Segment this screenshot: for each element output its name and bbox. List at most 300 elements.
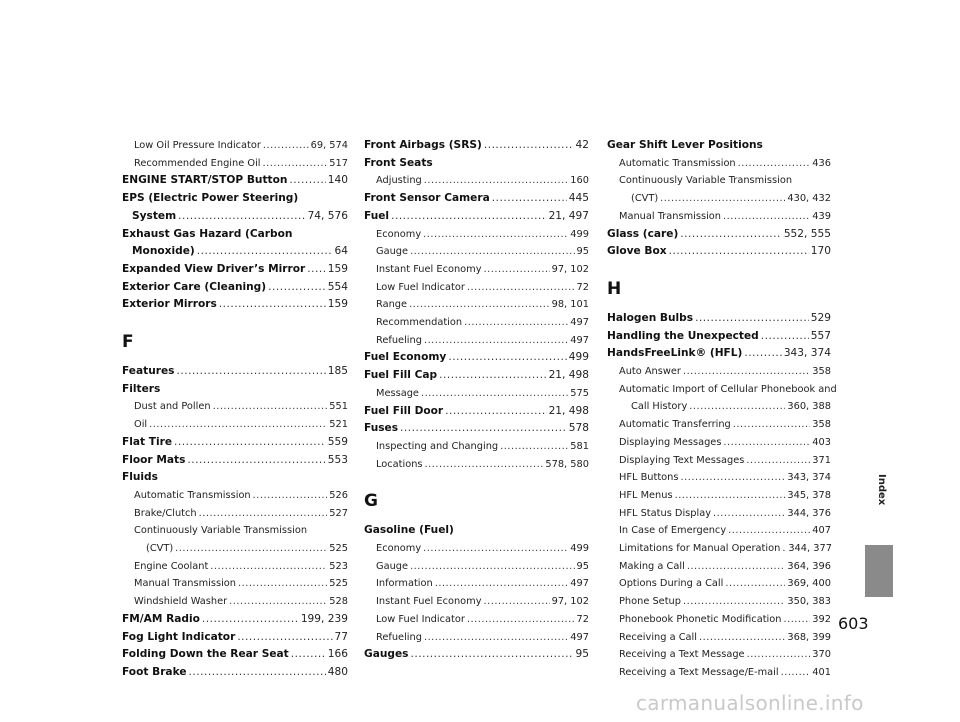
entry-label: Fuel <box>364 209 390 222</box>
entry-label: Exterior Mirrors <box>122 298 217 311</box>
index-entry <box>607 310 831 328</box>
entry-pages: 343, 374 <box>783 347 831 360</box>
entry-pages: 439 <box>812 210 831 222</box>
entry-label: HFL Buttons <box>619 472 679 484</box>
entry-label: Brake/Clutch <box>134 507 197 519</box>
index-entry <box>364 540 589 558</box>
index-heading: Front Seats <box>364 156 433 169</box>
index-column-3 <box>607 137 837 682</box>
dot-leader <box>424 172 569 190</box>
dot-leader <box>424 629 568 647</box>
entry-pages: 581 <box>570 440 589 452</box>
entry-pages: 97, 102 <box>551 263 589 275</box>
entry-pages: 199, 239 <box>300 612 348 625</box>
entry-label: (CVT) <box>631 193 659 205</box>
dot-leader <box>681 469 786 487</box>
index-side-tab-label: Index <box>876 474 887 506</box>
entry-pages: 358 <box>812 419 831 431</box>
index-entry <box>607 611 831 629</box>
entry-pages: 480 <box>327 665 348 678</box>
entry-label: Manual Transmission <box>134 578 237 590</box>
index-column-1 <box>122 137 348 682</box>
entry-label: Windshield Washer <box>134 596 228 608</box>
entry-label: Refueling <box>376 334 422 346</box>
index-entry <box>364 420 589 438</box>
index-entry <box>364 367 589 385</box>
entry-label: Gauge <box>376 560 409 572</box>
section-letter-f: F <box>122 332 134 353</box>
index-entry <box>364 314 589 332</box>
section-letter-g: G <box>364 491 378 512</box>
entry-pages: 72 <box>576 613 589 625</box>
index-entry <box>607 398 831 416</box>
index-heading: Fluids <box>122 471 158 484</box>
entry-label: Making a Call <box>619 560 685 572</box>
index-entry <box>122 575 348 593</box>
index-entry <box>364 349 589 367</box>
entry-pages: 166 <box>327 648 348 661</box>
entry-pages: 517 <box>329 157 348 169</box>
entry-label: Expanded View Driver’s Mirror <box>122 262 306 275</box>
dot-leader <box>728 522 810 540</box>
entry-pages: 345, 378 <box>787 489 831 501</box>
entry-label: Engine Coolant <box>134 560 209 572</box>
dot-leader <box>219 296 326 314</box>
entry-label: Gauge <box>376 246 409 258</box>
entry-label: Fuel Economy <box>364 351 447 364</box>
entry-label: Options During a Call <box>619 578 724 590</box>
dot-leader <box>421 385 568 403</box>
entry-pages: 69, 574 <box>310 140 348 151</box>
index-entry <box>364 611 589 629</box>
entry-pages: 499 <box>568 351 589 364</box>
index-heading: Gasoline (Fuel) <box>364 524 454 537</box>
entry-pages: 497 <box>570 334 589 346</box>
entry-pages: 392 <box>812 613 831 625</box>
entry-pages: 551 <box>329 401 348 413</box>
entry-label: Dust and Pollen <box>134 401 211 413</box>
entry-label: Low Fuel Indicator <box>376 613 465 625</box>
dot-leader <box>176 363 325 381</box>
entry-pages: 557 <box>810 329 831 342</box>
entry-label: Automatic Transmission <box>134 489 251 501</box>
entry-pages: 21, 498 <box>548 369 589 382</box>
dot-leader <box>187 452 325 470</box>
dot-leader <box>747 646 811 664</box>
entry-label: Folding Down the Rear Seat <box>122 648 289 661</box>
entry-label: Economy <box>376 543 422 555</box>
entry-pages: 497 <box>570 317 589 329</box>
entry-label: Auto Answer <box>619 366 681 378</box>
index-heading: Exhaust Gas Hazard (Carbon <box>122 227 293 240</box>
dot-leader <box>424 332 568 350</box>
index-entry <box>122 664 348 682</box>
index-column-2 <box>364 137 589 664</box>
dot-leader <box>660 190 785 208</box>
dot-leader <box>291 646 326 664</box>
entry-label: Information <box>376 578 433 590</box>
index-entry <box>122 398 348 416</box>
entry-label: Phonebook Phonetic Modification <box>619 613 782 625</box>
index-entry <box>122 522 348 540</box>
entry-pages: 98, 101 <box>551 299 589 311</box>
entry-label: Recommendation <box>376 317 463 329</box>
dot-leader <box>237 629 332 647</box>
index-entry <box>122 137 348 155</box>
entry-label: In Case of Emergency <box>619 525 727 537</box>
index-entry <box>607 434 831 452</box>
entry-label: Manual Transmission <box>619 210 722 222</box>
entry-label: Fog Light Indicator <box>122 630 236 643</box>
index-entry <box>607 190 831 208</box>
index-entry <box>607 208 831 226</box>
entry-label: Front Sensor Camera <box>364 192 490 205</box>
index-entry <box>364 629 589 647</box>
entry-label: Automatic Transferring <box>619 419 731 431</box>
index-entry <box>607 243 831 261</box>
entry-label: Range <box>376 299 408 311</box>
index-entry <box>122 434 348 452</box>
entry-pages: 499 <box>570 543 589 555</box>
index-entry <box>607 381 837 399</box>
dot-leader <box>197 243 333 261</box>
entry-label: Receiving a Text Message/E-mail <box>619 666 779 678</box>
dot-leader <box>439 367 546 385</box>
dot-leader <box>210 558 327 576</box>
index-entry <box>607 646 831 664</box>
entry-pages: 552, 555 <box>783 227 831 240</box>
index-entry <box>122 558 348 576</box>
entry-label: Locations <box>376 458 423 470</box>
entry-pages: 364, 396 <box>787 560 831 572</box>
entry-pages: 499 <box>570 228 589 240</box>
dot-leader <box>713 505 785 523</box>
dot-leader <box>675 487 786 505</box>
dot-leader <box>425 456 544 474</box>
dot-leader <box>699 629 785 647</box>
dot-leader <box>683 593 785 611</box>
entry-label: Recommended Engine Oil <box>134 157 261 169</box>
entry-pages: 344, 376 <box>787 507 831 519</box>
section-letter-h: H <box>607 278 622 299</box>
dot-leader <box>410 243 574 261</box>
index-entry <box>364 385 589 403</box>
index-entry <box>607 328 831 346</box>
entry-label: Exterior Care (Cleaning) <box>122 280 267 293</box>
index-entry <box>607 575 831 593</box>
entry-pages: 525 <box>329 543 348 555</box>
entry-pages: 497 <box>570 631 589 643</box>
entry-label: (CVT) <box>146 543 174 555</box>
entry-label: HFL Status Display <box>619 507 712 519</box>
entry-pages: 445 <box>568 192 589 205</box>
index-entry <box>122 243 348 261</box>
entry-pages: 553 <box>327 453 348 466</box>
index-entry <box>364 190 589 208</box>
dot-leader <box>467 611 575 629</box>
entry-pages: 77 <box>334 630 348 643</box>
dot-leader <box>695 310 809 328</box>
dot-leader <box>213 398 328 416</box>
entry-label: Limitations for Manual Operation <box>619 543 781 555</box>
dot-leader <box>202 611 299 629</box>
dot-leader <box>689 398 785 416</box>
entry-label: Receiving a Call <box>619 631 697 643</box>
entry-pages: 343, 374 <box>787 472 831 484</box>
entry-label: System <box>132 209 177 222</box>
index-entry <box>364 226 589 244</box>
entry-pages: 21, 497 <box>548 209 589 222</box>
dot-leader <box>189 664 326 682</box>
dot-leader <box>423 540 568 558</box>
entry-label: Instant Fuel Economy <box>376 596 482 608</box>
index-entry <box>122 505 348 523</box>
dot-leader <box>263 155 328 173</box>
dot-leader <box>500 438 568 456</box>
dot-leader <box>746 452 810 470</box>
entry-label: Fuses <box>364 422 399 435</box>
dot-leader <box>484 593 550 611</box>
dot-leader <box>410 558 574 576</box>
entry-pages: 64 <box>334 245 348 258</box>
dot-leader <box>174 434 326 452</box>
index-entry <box>364 438 589 456</box>
dot-leader <box>423 226 568 244</box>
entry-label: Receiving a Text Message <box>619 649 745 661</box>
dot-leader <box>263 137 309 155</box>
dot-leader <box>253 487 328 505</box>
entry-label: HandsFreeLink® (HFL) <box>607 347 743 360</box>
entry-label: ENGINE START/STOP Button <box>122 174 288 187</box>
entry-label: Monoxide) <box>132 245 195 258</box>
index-entry <box>122 416 348 434</box>
index-entry <box>122 155 348 173</box>
dot-leader <box>409 296 550 314</box>
dot-leader <box>400 420 567 438</box>
entry-pages: 578 <box>568 422 589 435</box>
entry-pages: 344, 377 <box>788 543 832 555</box>
entry-pages: 526 <box>329 489 348 501</box>
dot-leader <box>307 261 326 279</box>
index-entry <box>364 646 589 664</box>
index-entry <box>122 452 348 470</box>
dot-leader <box>783 611 810 629</box>
index-entry <box>364 575 589 593</box>
index-entry <box>607 363 831 381</box>
dot-leader <box>744 345 781 363</box>
index-entry <box>607 469 831 487</box>
index-entry <box>607 487 831 505</box>
index-entry <box>607 540 831 558</box>
entry-label: Glass (care) <box>607 227 679 240</box>
entry-pages: 521 <box>329 419 348 431</box>
entry-pages: 97, 102 <box>551 596 589 608</box>
index-entry <box>607 226 831 244</box>
entry-label: Economy <box>376 228 422 240</box>
entry-label: Automatic Import of Cellular Phonebook and <box>619 383 837 395</box>
dot-leader <box>484 261 550 279</box>
entry-pages: 185 <box>327 365 348 378</box>
entry-label: Floor Mats <box>122 453 186 466</box>
entry-label: Fuel Fill Cap <box>364 369 438 382</box>
dot-leader <box>445 403 546 421</box>
index-entry <box>607 155 831 173</box>
entry-label: Front Airbags (SRS) <box>364 139 482 151</box>
watermark: carmanualsonline.info <box>636 691 864 715</box>
dot-leader <box>175 540 327 558</box>
index-entry <box>122 363 348 381</box>
index-entry <box>607 522 831 540</box>
page-number: 603 <box>838 614 869 633</box>
entry-label: Adjusting <box>376 175 422 187</box>
index-entry <box>122 208 348 226</box>
entry-label: HFL Menus <box>619 489 673 501</box>
dot-leader <box>435 575 569 593</box>
dot-leader <box>467 279 575 297</box>
entry-pages: 436 <box>812 157 831 169</box>
entry-pages: 160 <box>570 175 589 187</box>
entry-pages: 95 <box>576 246 589 258</box>
entry-label: Foot Brake <box>122 665 187 678</box>
dot-leader <box>484 137 574 155</box>
entry-label: Continuously Variable Transmission <box>134 525 308 537</box>
entry-pages: 159 <box>327 262 348 275</box>
index-entry <box>607 505 831 523</box>
index-heading: EPS (Electric Power Steering) <box>122 192 299 205</box>
entry-pages: 370 <box>812 649 831 661</box>
index-entry <box>607 416 831 434</box>
entry-label: Low Fuel Indicator <box>376 281 465 293</box>
entry-pages: 371 <box>812 454 831 466</box>
index-entry <box>364 279 589 297</box>
entry-pages: 350, 383 <box>787 596 831 608</box>
entry-pages: 74, 576 <box>307 209 348 222</box>
index-entry <box>364 261 589 279</box>
entry-pages: 403 <box>812 436 831 448</box>
index-entry <box>122 593 348 611</box>
entry-pages: 95 <box>576 560 589 572</box>
index-heading: Gear Shift Lever Positions <box>607 139 763 151</box>
entry-label: Phone Setup <box>619 596 681 608</box>
dot-leader <box>391 208 546 226</box>
dot-leader <box>410 646 573 664</box>
dot-leader <box>268 279 326 297</box>
index-entry <box>607 593 831 611</box>
entry-pages: 529 <box>810 311 831 324</box>
index-entry <box>122 279 348 297</box>
entry-label: Instant Fuel Economy <box>376 263 482 275</box>
dot-leader <box>178 208 305 226</box>
entry-label: Glove Box <box>607 245 667 258</box>
entry-pages: 42 <box>575 139 589 151</box>
index-entry <box>364 296 589 314</box>
entry-pages: 360, 388 <box>787 401 831 413</box>
entry-pages: 430, 432 <box>787 193 831 205</box>
index-entry <box>122 172 348 190</box>
entry-pages: 554 <box>327 280 348 293</box>
dot-leader <box>723 208 810 226</box>
index-entry <box>607 345 831 363</box>
index-entry <box>122 540 348 558</box>
entry-label: Low Oil Pressure Indicator <box>134 140 261 151</box>
entry-label: Automatic Transmission <box>619 157 736 169</box>
index-entry <box>607 558 831 576</box>
entry-pages: 559 <box>327 435 348 448</box>
dot-leader <box>448 349 566 367</box>
entry-label: Handling the Unexpected <box>607 329 759 342</box>
index-entry <box>607 664 831 682</box>
entry-pages: 578, 580 <box>545 458 589 470</box>
dot-leader <box>733 416 811 434</box>
dot-leader <box>781 664 811 682</box>
entry-label: Gauges <box>364 648 409 661</box>
entry-pages: 170 <box>810 245 831 258</box>
entry-label: Flat Tire <box>122 435 173 448</box>
index-entry <box>122 611 348 629</box>
entry-pages: 21, 498 <box>548 404 589 417</box>
entry-label: Displaying Messages <box>619 436 722 448</box>
dot-leader <box>723 434 810 452</box>
index-entry <box>364 403 589 421</box>
entry-pages: 528 <box>329 596 348 608</box>
dot-leader <box>687 558 786 576</box>
dot-leader <box>199 505 328 523</box>
index-entry <box>122 296 348 314</box>
entry-pages: 401 <box>812 666 831 678</box>
index-entry <box>122 646 348 664</box>
entry-label: Continuously Variable Transmission <box>619 175 793 187</box>
dot-leader <box>238 575 327 593</box>
dot-leader <box>492 190 567 208</box>
entry-label: Halogen Bulbs <box>607 311 694 324</box>
index-heading: Filters <box>122 382 161 395</box>
entry-label: Refueling <box>376 631 422 643</box>
dot-leader <box>229 593 327 611</box>
dot-leader <box>761 328 809 346</box>
entry-pages: 527 <box>329 507 348 519</box>
dot-leader <box>464 314 568 332</box>
dot-leader <box>289 172 325 190</box>
entry-pages: 368, 399 <box>787 631 831 643</box>
entry-pages: 407 <box>812 525 831 537</box>
dot-leader <box>149 416 327 434</box>
entry-pages: 369, 400 <box>787 578 831 590</box>
dot-leader <box>738 155 811 173</box>
index-entry <box>364 243 589 261</box>
index-entry <box>122 487 348 505</box>
entry-label: Message <box>376 387 419 399</box>
entry-pages: 159 <box>327 298 348 311</box>
index-entry <box>607 629 831 647</box>
index-entry <box>607 172 831 190</box>
entry-pages: 525 <box>329 578 348 590</box>
dot-leader <box>680 226 782 244</box>
entry-label: Call History <box>631 401 688 413</box>
index-entry <box>364 558 589 576</box>
index-side-tab-marker <box>865 545 893 597</box>
index-entry <box>364 208 589 226</box>
index-entry <box>122 629 348 647</box>
entry-label: Displaying Text Messages <box>619 454 745 466</box>
index-entry <box>364 456 589 474</box>
entry-label: FM/AM Radio <box>122 612 200 625</box>
entry-pages: 358 <box>812 366 831 378</box>
index-entry <box>607 452 831 470</box>
dot-leader <box>725 575 785 593</box>
dot-leader <box>683 363 810 381</box>
index-entry <box>364 332 589 350</box>
entry-label: Oil <box>134 419 148 431</box>
